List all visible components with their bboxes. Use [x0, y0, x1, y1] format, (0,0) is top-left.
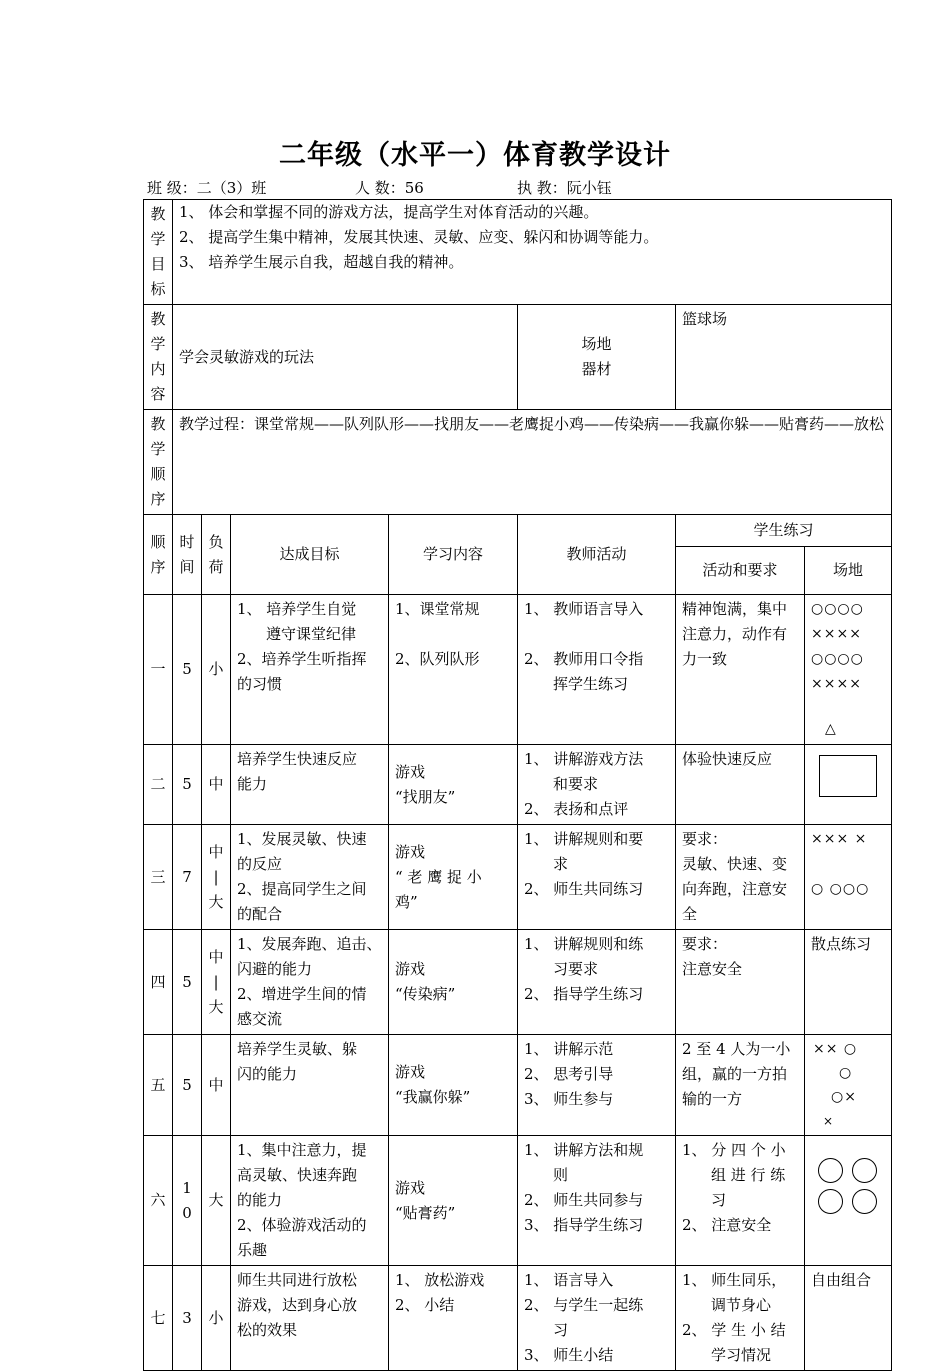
formation-diagram: ○○○○ ×××× ○○○○ ×××× △: [805, 595, 892, 745]
row-activity: 1、 分 四 个 小 组 进 行 练 习 2、 注意安全: [676, 1136, 805, 1266]
header-learn: 学习内容: [389, 515, 518, 595]
row-load: 中: [202, 1035, 231, 1136]
header-activity: 活动和要求: [676, 547, 805, 595]
row-goal: 培养学生快速反应 能力: [231, 745, 389, 825]
order-label: 教学 顺序: [144, 410, 173, 515]
circle-shape: [818, 1158, 843, 1183]
content-text: 学会灵敏游戏的玩法: [173, 305, 518, 410]
row-learn: 1、课堂常规 2、队列队形: [389, 595, 518, 745]
row-teacher: 1、 讲解游戏方法 和要求 2、 表扬和点评: [518, 745, 676, 825]
row-seq: 五: [144, 1035, 173, 1136]
row-goal: 1、发展奔跑、追击、 闪避的能力 2、增进学生间的情 感交流: [231, 930, 389, 1035]
row-teacher: 1、 讲解规则和练 习要求 2、 指导学生练习: [518, 930, 676, 1035]
table-row: [144, 595, 892, 745]
venue-text: 篮球场: [676, 305, 892, 410]
circle-shape: [852, 1189, 877, 1214]
row-time: 7: [173, 825, 202, 930]
header-teacher: 教师活动: [518, 515, 676, 595]
row-field: 散点练习: [805, 930, 892, 1035]
row-seq: 七: [144, 1266, 173, 1371]
row-teacher: 1、 讲解方法和规 则 2、 师生共同参与 3、 指导学生练习: [518, 1136, 676, 1266]
rectangle-shape: [819, 755, 877, 797]
header-seq: 顺 序: [144, 515, 173, 595]
row-goal: 培养学生灵敏、躲 闪的能力: [231, 1035, 389, 1136]
formation-diagram: ×× ○ ○ ○× ×: [805, 1035, 892, 1136]
row-teacher: 1、 语言导入 2、 与学生一起练 习 3、 师生小结: [518, 1266, 676, 1371]
row-goal: 1、发展灵敏、快速 的反应 2、提高同学生之间 的配合: [231, 825, 389, 930]
table-row: [144, 825, 892, 930]
header-load: 负 荷: [202, 515, 231, 595]
row-time: 3: [173, 1266, 202, 1371]
order-row: [144, 410, 892, 515]
row-learn: 1、 放松游戏 2、 小结: [389, 1266, 518, 1371]
row-learn: 游戏 “传染病”: [389, 930, 518, 1035]
row-load: 中 | 大: [202, 825, 231, 930]
row-time: 5: [173, 930, 202, 1035]
row-goal: 1、 培养学生自觉 遵守课堂纪律 2、培养学生听指挥 的习惯: [231, 595, 389, 745]
content-row: [144, 305, 892, 410]
student-count: 人 数：56: [355, 179, 424, 197]
field-rectangle-diagram: [805, 745, 892, 825]
row-learn: 游戏 “找朋友”: [389, 745, 518, 825]
row-activity: 2 至 4 人为一小 组，赢的一方拍 输的一方: [676, 1035, 805, 1136]
header-student: 学生练习: [676, 515, 892, 547]
row-goal: 1、集中注意力，提 高灵敏、快速奔跑 的能力 2、体验游戏活动的 乐趣: [231, 1136, 389, 1266]
row-field: 自由组合: [805, 1266, 892, 1371]
row-time: 5: [173, 745, 202, 825]
field-circles-diagram: [805, 1136, 892, 1266]
row-teacher: 1、 讲解示范 2、 思考引导 3、 师生参与: [518, 1035, 676, 1136]
row-time: 5: [173, 595, 202, 745]
goals-row: [144, 200, 892, 305]
row-learn: 游戏 “贴膏药”: [389, 1136, 518, 1266]
table-row: [144, 1266, 892, 1371]
table-row: [144, 930, 892, 1035]
lesson-plan-table: [143, 199, 892, 1371]
teacher-name: 执 教：阮小钰: [517, 179, 612, 197]
goals-label: 教学 目标: [144, 200, 173, 305]
row-load: 中: [202, 745, 231, 825]
row-load: 大: [202, 1136, 231, 1266]
circle-shape: [852, 1158, 877, 1183]
row-seq: 六: [144, 1136, 173, 1266]
row-goal: 师生共同进行放松 游戏，达到身心放 松的效果: [231, 1266, 389, 1371]
formation-diagram: ××× × ○ ○○○: [805, 825, 892, 930]
row-learn: 游戏 “ 老 鹰 捉 小 鸡”: [389, 825, 518, 930]
circle-shape: [818, 1189, 843, 1214]
row-activity: 1、 师生同乐， 调节身心 2、 学 生 小 结 学习情况: [676, 1266, 805, 1371]
row-learn: 游戏 “我赢你躲”: [389, 1035, 518, 1136]
page-title: 二年级（水平一）体育教学设计: [279, 140, 671, 171]
table-row: [144, 745, 892, 825]
row-time: 1 0: [173, 1136, 202, 1266]
content-label: 教学 内容: [144, 305, 173, 410]
table-row: [144, 1035, 892, 1136]
goals-text: 1、 体会和掌握不同的游戏方法，提高学生对体育活动的兴趣。 2、 提高学生集中精神，发展其快速、灵敏、应变、躲闪和协调等能力。 3、 培养学生展示自我，超越自我的精神。: [173, 200, 892, 305]
row-load: 小: [202, 1266, 231, 1371]
venue-label: 场地 器材: [518, 305, 676, 410]
header-goal: 达成目标: [231, 515, 389, 595]
order-text: 教学过程：课堂常规——队列队形——找朋友——老鹰捉小鸡——传染病——我赢你躲——贴膏药——放松: [173, 410, 892, 515]
row-activity: 精神饱满，集中 注意力，动作有 力一致: [676, 595, 805, 745]
row-load: 中 | 大: [202, 930, 231, 1035]
row-teacher: 1、 讲解规则和要 求 2、 师生共同练习: [518, 825, 676, 930]
row-teacher: 1、 教师语言导入 2、 教师用口令指 挥学生练习: [518, 595, 676, 745]
table-row: [144, 1136, 892, 1266]
header-row-1: [144, 515, 892, 547]
header-time: 时 间: [173, 515, 202, 595]
row-seq: 二: [144, 745, 173, 825]
class-info: 班 级：二（3）班: [147, 179, 267, 197]
row-seq: 四: [144, 930, 173, 1035]
row-activity: 要求： 注意安全: [676, 930, 805, 1035]
row-activity: 体验快速反应: [676, 745, 805, 825]
row-time: 5: [173, 1035, 202, 1136]
row-seq: 三: [144, 825, 173, 930]
header-field: 场地: [805, 547, 892, 595]
row-activity: 要求： 灵敏、快速、变 向奔跑，注意安 全: [676, 825, 805, 930]
row-seq: 一: [144, 595, 173, 745]
row-load: 小: [202, 595, 231, 745]
